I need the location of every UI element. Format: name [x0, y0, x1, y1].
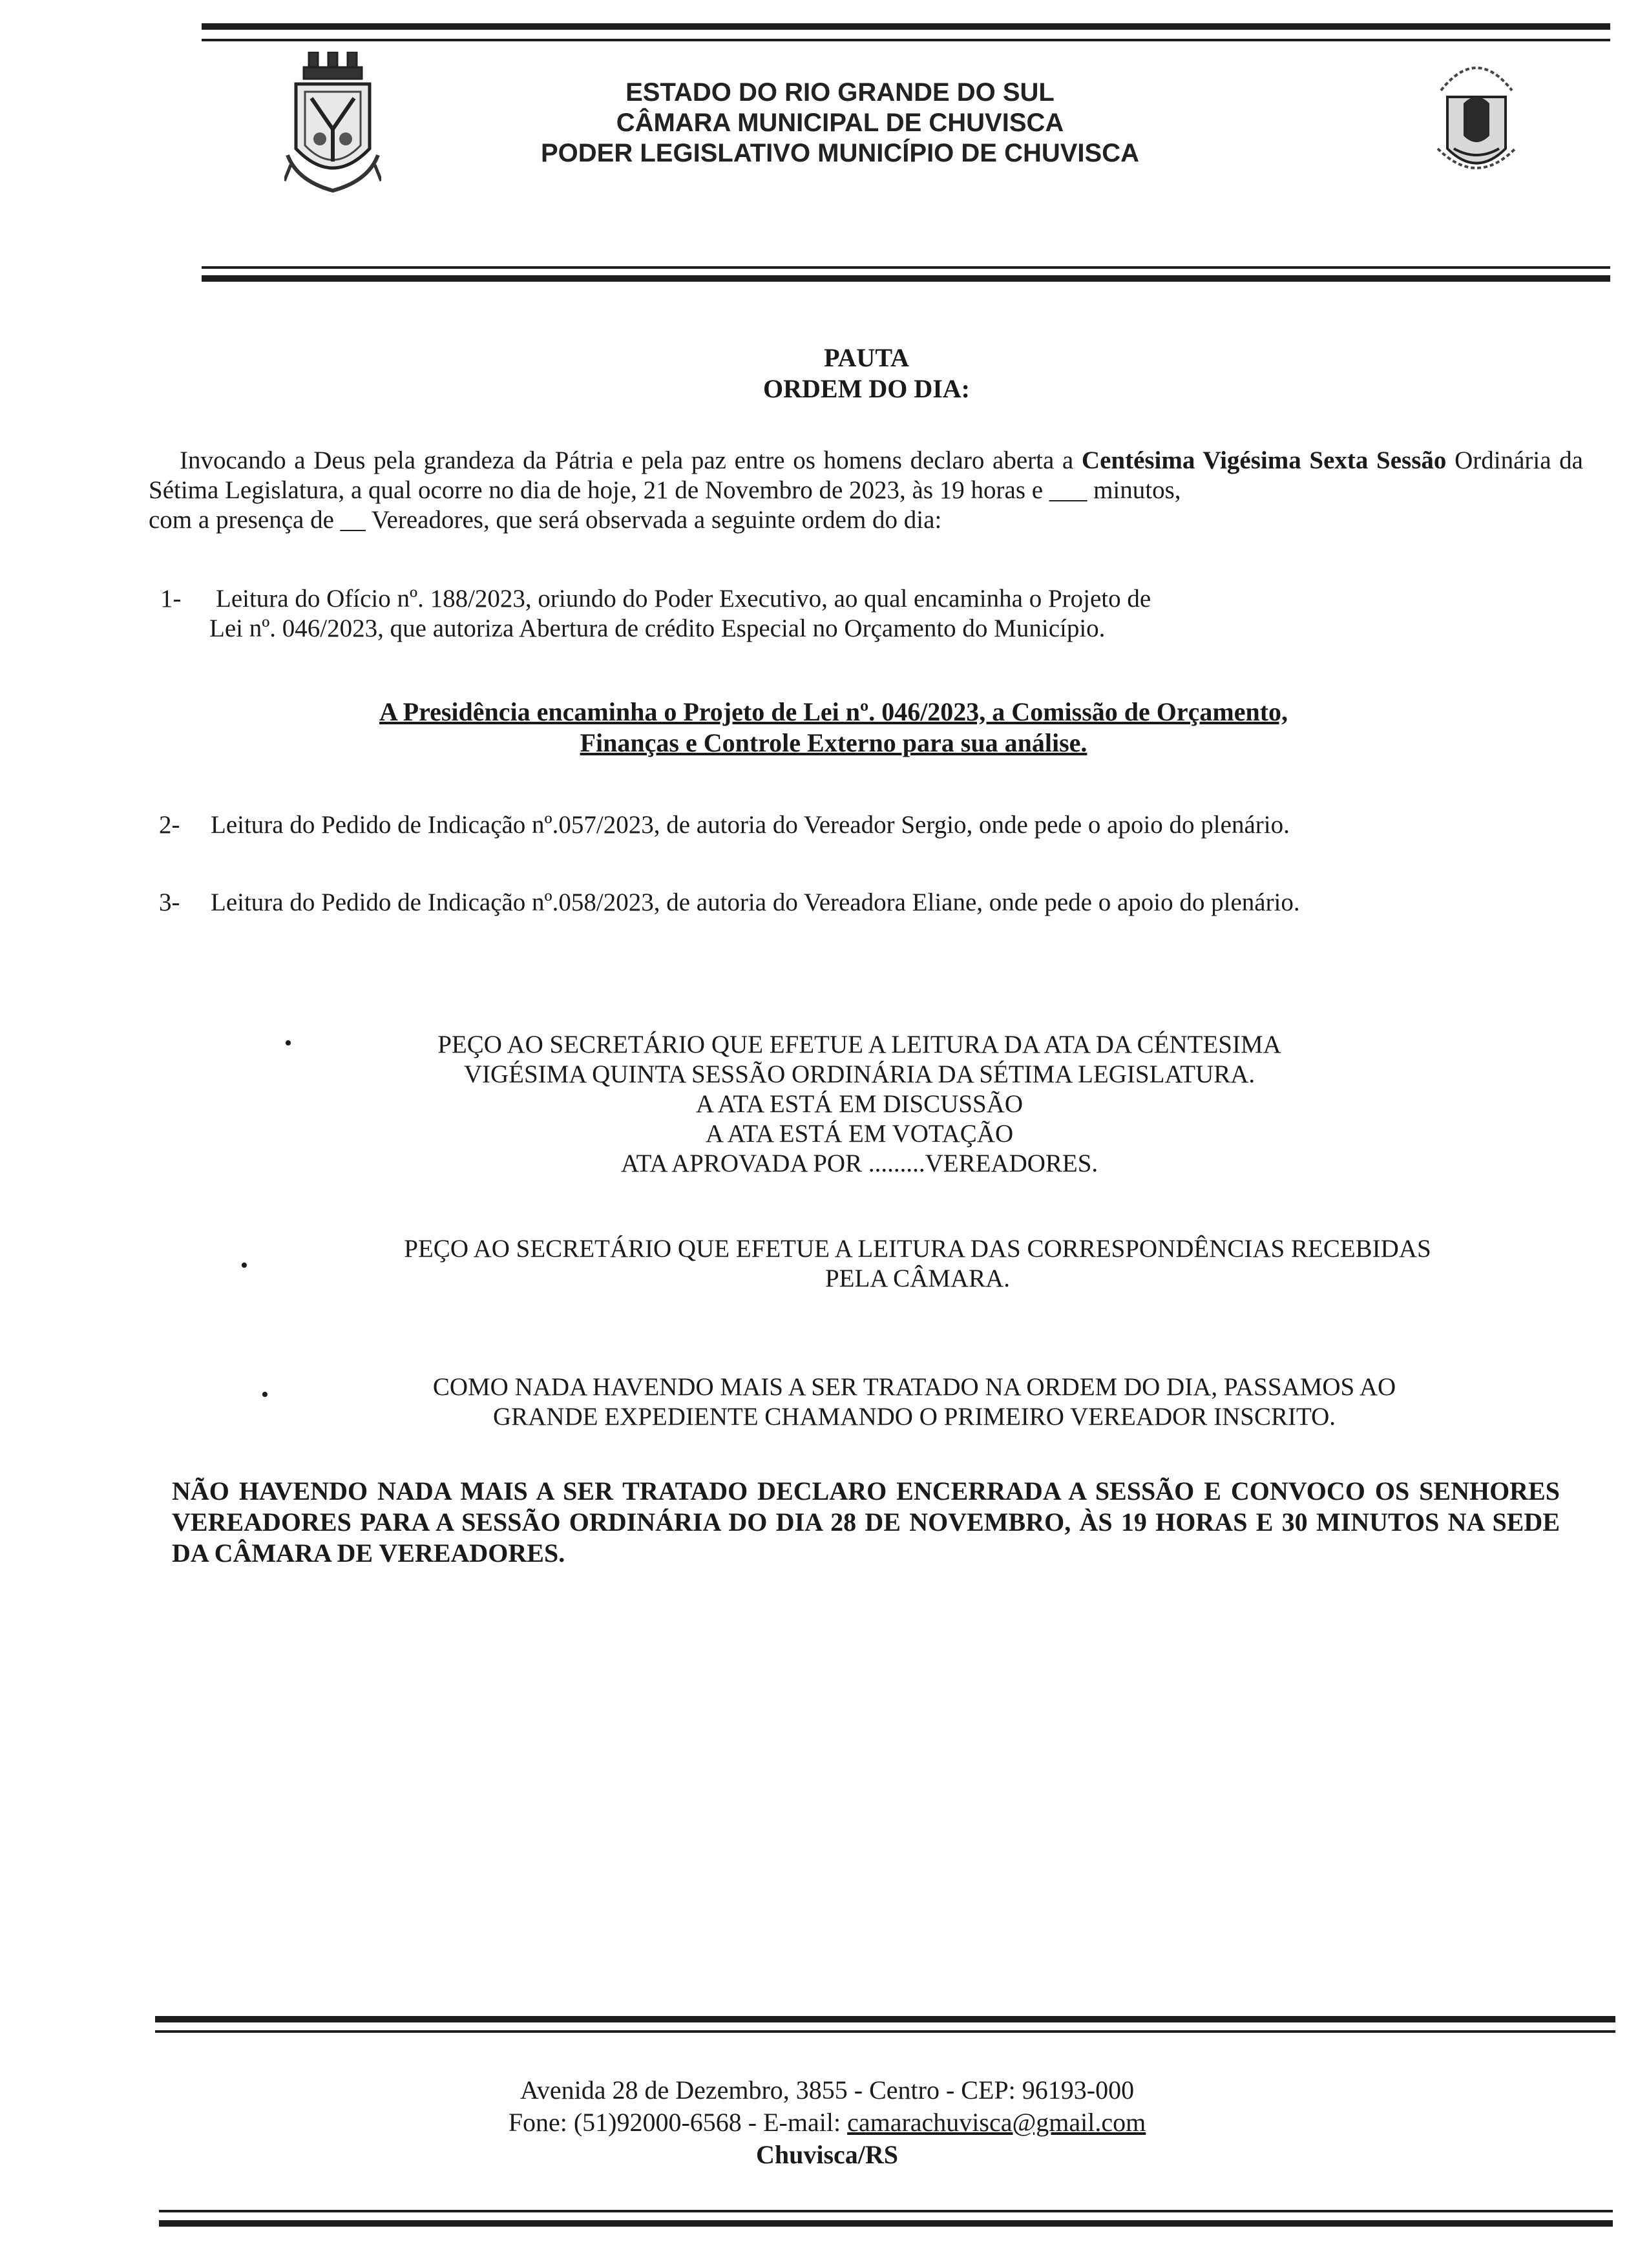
presidency-line-1: A Presidência encaminha o Projeto de Lei nº. 046/2023, a Comissão de Orçamento, [379, 697, 1288, 726]
closing-statement: NÃO HAVENDO NADA MAIS A SER TRATADO DECLARO ENCERRADA A SESSÃO E CONVOCO OS SENHORES VEREADORES PARA A SESSÃO ORDINÁRIA DO DIA 28 DE NOVEMBRO, ÀS 19 HORAS E 30 MINUTOS NA SEDE DA CÂMARA DE VEREADORES. [172, 1476, 1560, 1568]
minutes-line-2: VIGÉSIMA QUINTA SESSÃO ORDINÁRIA DA SÉTIMA LEGISLATURA. [463, 1060, 1255, 1088]
header-top-rule [202, 23, 1610, 49]
footer-email-link[interactable]: camarachuvisca@gmail.com [847, 2108, 1146, 2137]
coat-of-arms-emblem [284, 52, 381, 200]
minutes-line-1: PEÇO AO SECRETÁRIO QUE EFETUE A LEITURA DA ATA DA CÉNTESIMA [437, 1031, 1281, 1058]
item-number: 3- [159, 888, 180, 916]
minutes-line-5: ATA APROVADA POR .........VEREADORES. [620, 1150, 1098, 1177]
chamber-seal-emblem [1428, 52, 1525, 181]
intro-text-2: Ordinária da Sétima Legislatura, a qual ocorre no dia de hoje, 21 de Novembro de 2023, às 19 horas e ___ minutos, [149, 446, 1583, 504]
agenda-item-2 [159, 810, 1568, 840]
header-chamber: CÂMARA MUNICIPAL DE CHUVISCA [616, 109, 1064, 137]
item-1-line-1: Leitura do Ofício nº. 188/2023, oriundo do Poder Executivo, ao qual encaminha o Projeto de [216, 585, 1151, 613]
footer-top-rule [155, 2016, 1615, 2038]
intro-paragraph [149, 446, 1583, 535]
expedient-line-1: COMO NADA HAVENDO MAIS A SER TRATADO NA ORDEM DO DIA, PASSAMOS AO [432, 1373, 1396, 1401]
minutes-line-3: A ATA ESTÁ EM DISCUSSÃO [695, 1090, 1024, 1118]
expedient-block [284, 1372, 1544, 1432]
footer-address: Avenida 28 de Dezembro, 3855 - Centro - CEP: 96193-000 [520, 2075, 1135, 2105]
footer-phone: Fone: (51)92000-6568 - E-mail: [508, 2108, 848, 2137]
presidency-referral [226, 697, 1441, 759]
agenda-item-3 [159, 888, 1568, 918]
intro-text-1: Invocando a Deus pela grandeza da Pátria e pela paz entre os homens declaro aberta a [180, 446, 1082, 474]
item-number: 1- [160, 585, 182, 613]
agenda-item-1 [160, 584, 1453, 644]
footer-bottom-rule [159, 2210, 1613, 2232]
correspondence-block [278, 1234, 1557, 1294]
bullet-icon: • [284, 1031, 292, 1055]
title-order-of-day: ORDEM DO DIA: [763, 374, 970, 403]
item-number: 2- [159, 811, 180, 839]
expedient-line-2: GRANDE EXPEDIENTE CHAMANDO O PRIMEIRO VEREADOR INSCRITO. [493, 1403, 1336, 1431]
header-state: ESTADO DO RIO GRANDE DO SUL [625, 78, 1055, 107]
minutes-line-4: A ATA ESTÁ EM VOTAÇÃO [705, 1120, 1014, 1148]
item-3-text: Leitura do Pedido de Indicação nº.058/2023, de autoria do Vereadora Eliane, onde pede o apoio do plenário. [211, 888, 1300, 916]
footer-contact-line [323, 2106, 1331, 2139]
intro-text-3: com a presença de __ Vereadores, que será observada a seguinte ordem do dia: [149, 506, 942, 534]
footer-city: Chuvisca/RS [755, 2140, 899, 2169]
item-1-line-2: Lei nº. 046/2023, que autoriza Abertura de crédito Especial no Orçamento do Município. [209, 614, 1106, 642]
document-header [452, 78, 1228, 169]
correspondence-line-2: PELA CÂMARA. [824, 1265, 1011, 1292]
footer-contact [323, 2074, 1331, 2171]
bullet-icon: • [261, 1383, 269, 1407]
minutes-reading-block [310, 1030, 1409, 1179]
intro-session-name: Centésima Vigésima Sexta Sessão [1081, 446, 1447, 474]
bullet-icon: • [240, 1254, 248, 1277]
header-legislative: PODER LEGISLATIVO MUNICÍPIO DE CHUVISCA [541, 139, 1139, 167]
title-pauta: PAUTA [824, 343, 909, 372]
agenda-title [0, 342, 1649, 404]
header-bottom-rule [202, 266, 1610, 288]
correspondence-line-1: PEÇO AO SECRETÁRIO QUE EFETUE A LEITURA DAS CORRESPONDÊNCIAS RECEBIDAS [404, 1235, 1431, 1263]
presidency-line-2: Finanças e Controle Externo para sua análise. [580, 728, 1087, 757]
item-2-text: Leitura do Pedido de Indicação nº.057/2023, de autoria do Vereador Sergio, onde pede o apoio do plenário. [211, 811, 1290, 839]
